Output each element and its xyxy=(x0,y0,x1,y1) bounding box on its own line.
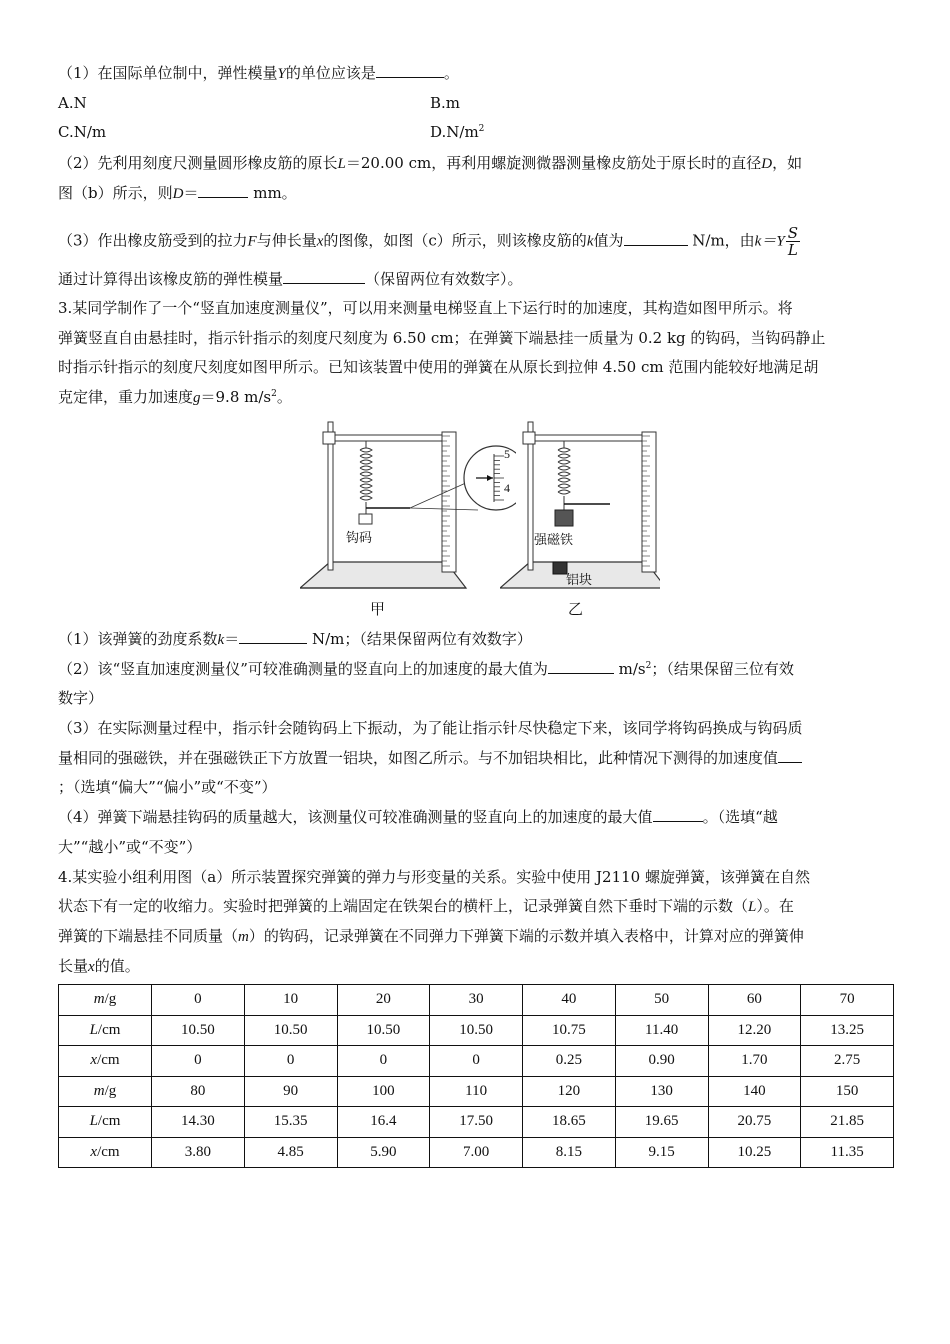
p3-q3-line-3: ；（选填“偏大”“偏小”或“不变”） xyxy=(58,778,277,796)
answer-blank[interactable] xyxy=(548,659,614,674)
table-cell: 0 xyxy=(152,1046,245,1077)
p3-q1: （1）该弹簧的劲度系数k＝ N/m；（结果保留两位有效数字） xyxy=(58,630,532,648)
row-header: x/cm xyxy=(59,1046,152,1077)
answer-blank[interactable] xyxy=(376,63,444,78)
p3-q2-line-2: 数字） xyxy=(58,689,104,707)
table-cell: 0.25 xyxy=(523,1046,616,1077)
q2-line-2: 图（b）所示，则D＝ mm。 xyxy=(58,184,297,202)
answer-blank[interactable] xyxy=(283,269,365,284)
magnet-block xyxy=(555,510,573,526)
p4-line-2: 状态下有一定的收缩力。实验时把弹簧的上端固定在铁架台的横杆上，记录弹簧自然下垂时下端的示数（L）。在 xyxy=(58,897,794,915)
crossbar xyxy=(324,435,444,441)
table-row xyxy=(59,1015,894,1046)
table-cell: 10.50 xyxy=(430,1015,523,1046)
apparatus-figure-right xyxy=(500,418,660,624)
p3-q4-line-2: 大”“越小”或“不变”） xyxy=(58,838,202,856)
p3-q3-line-1: （3）在实际测量过程中，指示针会随钩码上下振动，为了能让指示针尽快稳定下来，该同学将钩码换成与钩码质 xyxy=(58,719,803,737)
option-c: C.N/m xyxy=(58,123,107,141)
answer-blank[interactable] xyxy=(198,183,248,198)
table-cell: 12.20 xyxy=(708,1015,801,1046)
table-cell: 21.85 xyxy=(801,1107,894,1138)
hook-mass xyxy=(359,514,372,524)
table-row xyxy=(59,1107,894,1138)
p4-line-3: 弹簧的下端悬挂不同质量（m）的钩码，记录弹簧在不同弹力下弹簧下端的示数并填入表格中，计算对应的弹簧伸 xyxy=(58,927,804,945)
table-cell: 10.75 xyxy=(523,1015,616,1046)
table-cell: 150 xyxy=(801,1076,894,1107)
q3-line-1: （3）作出橡皮筋受到的拉力F与伸长量x的图像，如图（c）所示，则该橡皮筋的k值为 N/m，由k＝Y $\frac{S}{L}$ xyxy=(58,224,798,259)
p3-q2-line-1: （2）该“竖直加速度测量仪”可较准确测量的竖直向上的加速度的最大值为 $m/s^2$；（结果保留三位有效 xyxy=(58,660,794,678)
table-cell: 10 xyxy=(244,985,337,1016)
table-cell: 90 xyxy=(244,1076,337,1107)
table-cell: 10.50 xyxy=(152,1015,245,1046)
table-row xyxy=(59,1076,894,1107)
table-cell: 19.65 xyxy=(615,1107,708,1138)
figure-caption-left: 甲 xyxy=(370,600,386,618)
table-cell: 20.75 xyxy=(708,1107,801,1138)
table-cell: 3.80 xyxy=(152,1137,245,1168)
option-a: A.N xyxy=(58,94,87,112)
table-cell: 2.75 xyxy=(801,1046,894,1077)
row-header: L/cm xyxy=(59,1107,152,1138)
table-cell: 0 xyxy=(244,1046,337,1077)
spring xyxy=(360,441,372,514)
table-cell: 18.65 xyxy=(523,1107,616,1138)
answer-blank[interactable] xyxy=(653,807,703,822)
table-cell: 7.00 xyxy=(430,1137,523,1168)
data-table xyxy=(58,984,894,1168)
table-cell: 50 xyxy=(615,985,708,1016)
aluminum-label: 铝块 xyxy=(566,573,593,588)
table-cell: 110 xyxy=(430,1076,523,1107)
table-cell: 20 xyxy=(337,985,430,1016)
table-cell: 4.85 xyxy=(244,1137,337,1168)
p3-line-3: 时指示针指示的刻度尺刻度如图甲所示。已知该装置中使用的弹簧在从原长到拉伸 4.50 cm 范围内能较好地满足胡 xyxy=(58,358,819,376)
crossbar xyxy=(524,435,644,441)
row-header: m/g xyxy=(59,1076,152,1107)
base-plate xyxy=(300,562,466,588)
p3-line-1: 3.某同学制作了一个“竖直加速度测量仪”，可以用来测量电梯竖直上下运行时的加速度，其构造如图甲所示。将 xyxy=(58,299,793,317)
table-row xyxy=(59,1046,894,1077)
table-cell: 11.40 xyxy=(615,1015,708,1046)
table-cell: 70 xyxy=(801,985,894,1016)
table-cell: 120 xyxy=(523,1076,616,1107)
table-cell: 0 xyxy=(152,985,245,1016)
table-cell: 0 xyxy=(430,1046,523,1077)
table-cell: 14.30 xyxy=(152,1107,245,1138)
table-cell: 30 xyxy=(430,985,523,1016)
table-cell: 17.50 xyxy=(430,1107,523,1138)
table-row xyxy=(59,1137,894,1168)
p4-line-4: 长量x的值。 xyxy=(58,957,140,975)
table-cell: 10.50 xyxy=(244,1015,337,1046)
row-header: L/cm xyxy=(59,1015,152,1046)
table-row xyxy=(59,985,894,1016)
p3-line-2: 弹簧竖直自由悬挂时，指示针指示的刻度尺刻度为 6.50 cm；在弹簧下端悬挂一质量为 0.2 kg 的钩码，当钩码静止 xyxy=(58,329,826,347)
figure-caption-right: 乙 xyxy=(568,600,584,618)
formula-fraction: $\frac{S}{L}$ xyxy=(787,224,798,259)
table-cell: 10.25 xyxy=(708,1137,801,1168)
table-cell: 100 xyxy=(337,1076,430,1107)
table-cell: 5.90 xyxy=(337,1137,430,1168)
hook-label: 钩码 xyxy=(346,531,373,546)
table-cell: 9.15 xyxy=(615,1137,708,1168)
table-cell: 13.25 xyxy=(801,1015,894,1046)
q3-line-2: 通过计算得出该橡皮筋的弹性模量 （保留两位有效数字）。 xyxy=(58,270,523,288)
table-cell: 15.35 xyxy=(244,1107,337,1138)
apparatus-figure-left xyxy=(300,418,516,624)
p4-line-1: 4.某实验小组利用图（a）所示装置探究弹簧的弹力与形变量的关系。实验中使用 J2110 螺旋弹簧，该弹簧在自然 xyxy=(58,868,810,886)
table-cell: 8.15 xyxy=(523,1137,616,1168)
option-d: $D.N/m^2$ xyxy=(430,123,485,141)
row-header: x/cm xyxy=(59,1137,152,1168)
table-cell: 40 xyxy=(523,985,616,1016)
answer-blank[interactable] xyxy=(239,629,307,644)
table-cell: 140 xyxy=(708,1076,801,1107)
table-cell: 10.50 xyxy=(337,1015,430,1046)
aluminum-block xyxy=(553,562,567,574)
answer-blank[interactable] xyxy=(778,748,802,763)
zoom-label-upper: 5 xyxy=(504,447,510,461)
zoom-label-lower: 4 xyxy=(504,481,510,495)
q2-line-1: （2）先利用刻度尺测量圆形橡皮筋的原长L＝20.00 cm，再利用螺旋测微器测量橡皮筋处于原长时的直径D，如 xyxy=(58,154,803,172)
option-b: B.m xyxy=(430,94,461,112)
spring xyxy=(558,441,570,510)
p3-line-4: 克定律，重力加速度g＝9.8 $m/s^2$。 xyxy=(58,388,292,406)
table-cell: 16.4 xyxy=(337,1107,430,1138)
table-cell: 0 xyxy=(337,1046,430,1077)
p3-q3-line-2: 量相同的强磁铁，并在强磁铁正下方放置一铝块，如图乙所示。与不加铝块相比，此种情况下测得的加速度值 xyxy=(58,747,802,769)
p3-q4-line-1: （4）弹簧下端悬挂钩码的质量越大，该测量仪可较准确测量的竖直向上的加速度的最大值 。（选填“越 xyxy=(58,808,778,826)
row-header: m/g xyxy=(59,985,152,1016)
table-cell: 0.90 xyxy=(615,1046,708,1077)
magnet-label: 强磁铁 xyxy=(534,533,574,548)
answer-blank[interactable] xyxy=(624,231,688,246)
table-cell: 80 xyxy=(152,1076,245,1107)
q1-stem: （1）在国际单位制中，弹性模量Y的单位应该是 。 xyxy=(58,64,459,82)
table-cell: 1.70 xyxy=(708,1046,801,1077)
table-cell: 60 xyxy=(708,985,801,1016)
table-cell: 11.35 xyxy=(801,1137,894,1168)
table-cell: 130 xyxy=(615,1076,708,1107)
